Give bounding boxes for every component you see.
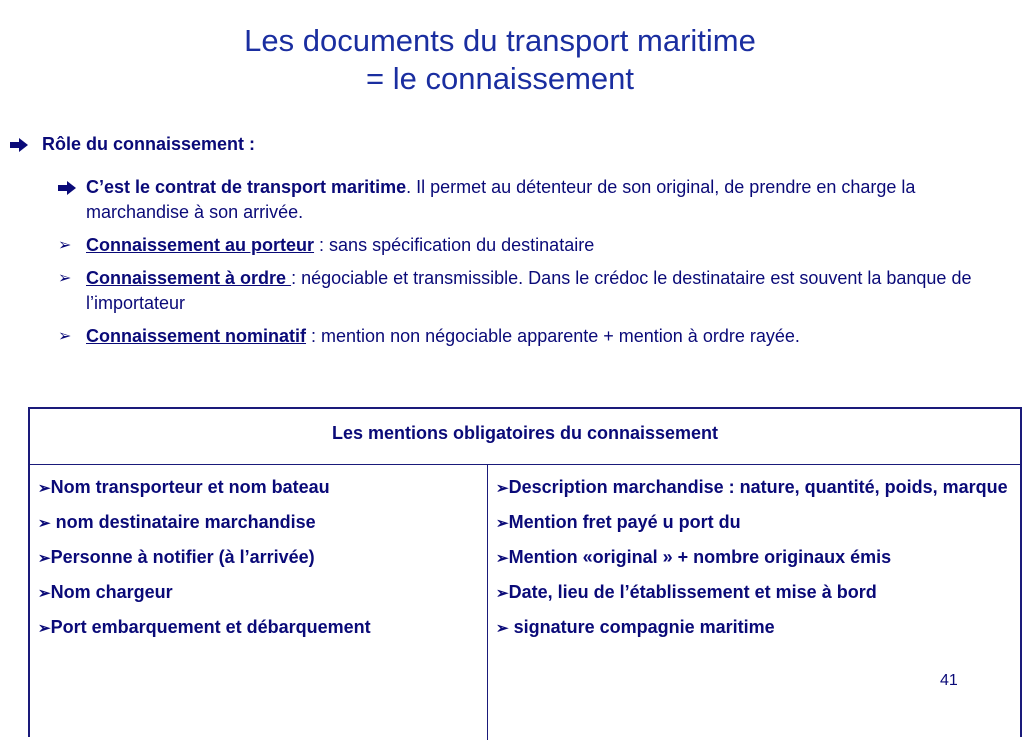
- slide-title: [0, 22, 1000, 98]
- bullet-contract-bold: C’est le contrat de transport maritime: [86, 177, 407, 197]
- chevron-bullet-icon: ➢: [38, 585, 51, 602]
- list-item: [38, 580, 479, 606]
- list-item: [38, 615, 479, 641]
- list-item-text: signature compagnie maritime: [508, 617, 775, 637]
- page-number: 41: [940, 672, 958, 689]
- list-item-text: Personne à notifier (à l’arrivée): [50, 547, 315, 567]
- chevron-bullet-icon: ➢: [38, 480, 51, 497]
- list-item: [38, 510, 479, 536]
- list-item: [496, 545, 1012, 571]
- list-item: [496, 580, 1012, 606]
- list-item: [496, 475, 1012, 501]
- list-item-text: Mention «original » + nombre originaux émis: [508, 547, 892, 567]
- mentions-table: [28, 407, 1022, 737]
- chevron-bullet-icon: ➢: [496, 480, 509, 497]
- title-line-2: = le connaissement: [366, 61, 634, 96]
- list-item-text: Date, lieu de l’établissement et mise à bord: [508, 582, 877, 602]
- arrow-right-icon: [58, 175, 76, 200]
- chevron-bullet-icon: ➢: [58, 328, 72, 345]
- bullet-ordre-text: : négociable et transmissible. Dans le crédoc le destinataire est souvent la banque de l’importateur: [86, 268, 972, 313]
- list-item: [38, 475, 479, 501]
- table-right-column: [488, 465, 1020, 740]
- list-item-text: Nom transporteur et nom bateau: [50, 477, 330, 497]
- bullet-nominatif-term: Connaissement nominatif: [86, 326, 307, 346]
- chevron-bullet-icon: ➢: [496, 550, 509, 567]
- chevron-bullet-icon: ➢: [496, 515, 509, 532]
- table-header: Les mentions obligatoires du connaissement: [30, 409, 1020, 465]
- bullet-nominatif: [58, 324, 1013, 349]
- section-heading: [10, 134, 255, 155]
- list-item-text: nom destinataire marchandise: [50, 512, 316, 532]
- list-item: [496, 615, 1012, 641]
- title-line-1: Les documents du transport maritime: [244, 23, 756, 58]
- chevron-bullet-icon: ➢: [58, 237, 72, 254]
- bullet-list: [58, 175, 1013, 357]
- list-item-text: Nom chargeur: [50, 582, 173, 602]
- chevron-bullet-icon: ➢: [496, 620, 509, 637]
- chevron-bullet-icon: ➢: [496, 585, 509, 602]
- bullet-contract: [58, 175, 1013, 225]
- list-item-text: Port embarquement et débarquement: [50, 617, 371, 637]
- chevron-bullet-icon: ➢: [38, 550, 51, 567]
- list-item-text: Mention fret payé u port du: [508, 512, 741, 532]
- list-item: [38, 545, 479, 571]
- list-item: [496, 510, 1012, 536]
- chevron-bullet-icon: ➢: [58, 270, 72, 287]
- bullet-porteur-term: Connaissement au porteur: [86, 235, 315, 255]
- bullet-ordre-term: Connaissement à ordre: [86, 268, 292, 288]
- chevron-bullet-icon: ➢: [38, 515, 51, 532]
- bullet-nominatif-text: : mention non négociable apparente + mention à ordre rayée.: [306, 326, 800, 346]
- bullet-porteur: [58, 233, 1013, 258]
- table-left-column: [30, 465, 488, 740]
- chevron-bullet-icon: ➢: [38, 620, 51, 637]
- arrow-right-icon: [10, 139, 28, 151]
- list-item-text: Description marchandise : nature, quantité, poids, marque: [508, 477, 1008, 497]
- bullet-porteur-text: : sans spécification du destinataire: [314, 235, 595, 255]
- bullet-ordre: [58, 266, 1013, 316]
- section-heading-label: Rôle du connaissement :: [42, 134, 256, 154]
- bullet-contract-text: . Il permet au détenteur de son original, de prendre en charge la marchandise à son arrivée.: [86, 177, 916, 222]
